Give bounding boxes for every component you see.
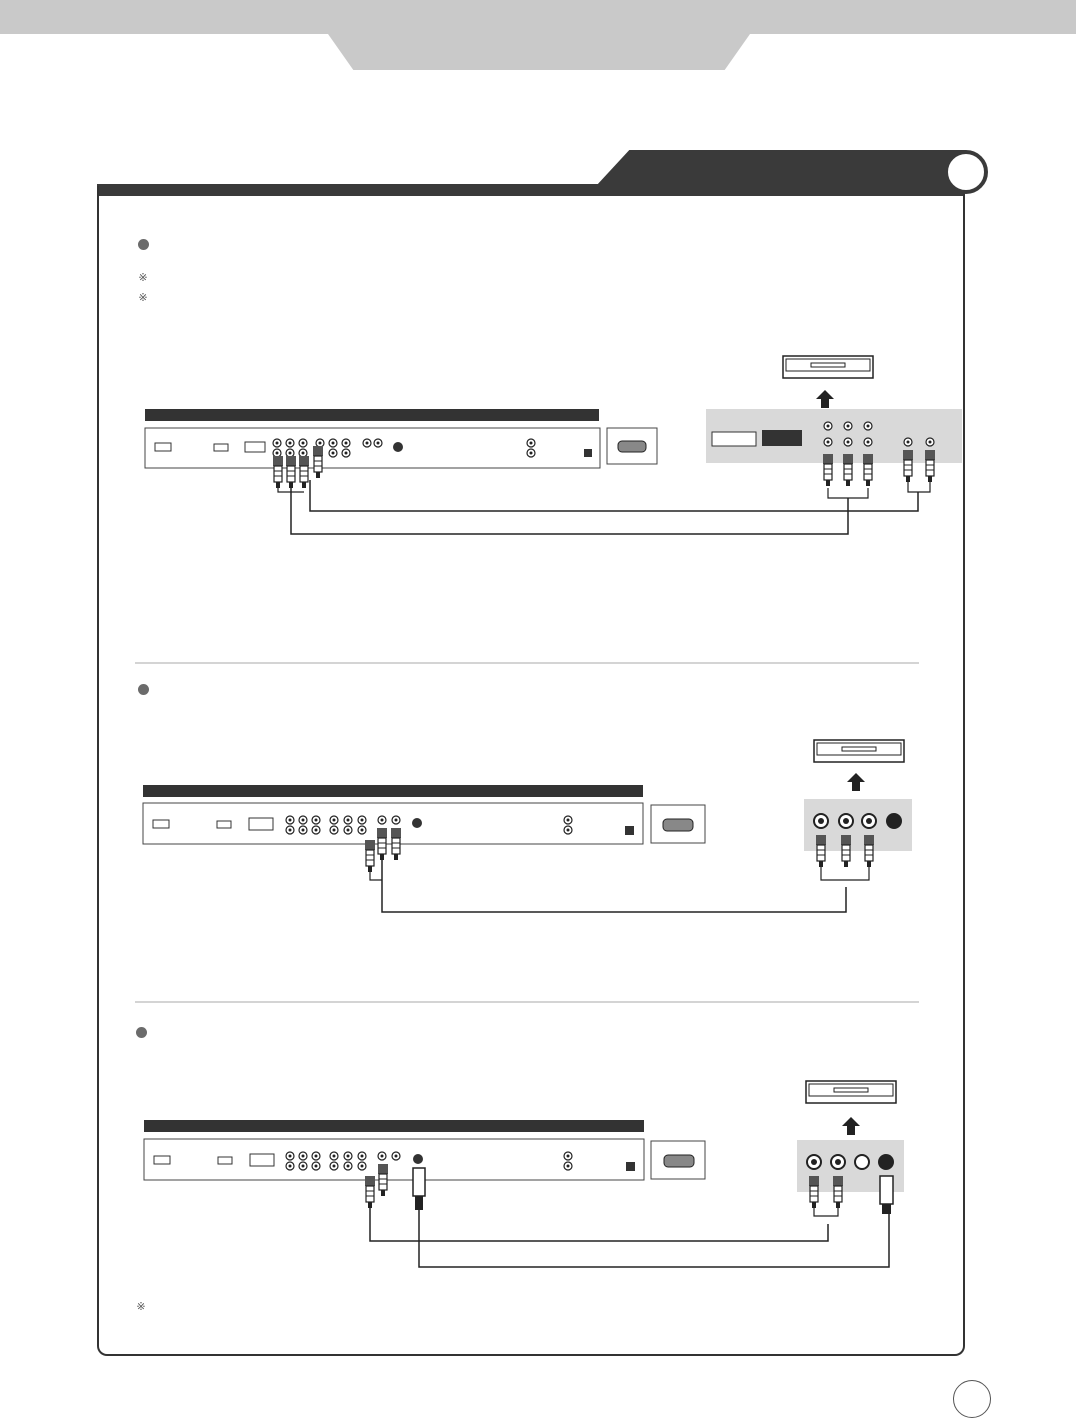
note-marker-3: ※: [136, 1300, 146, 1313]
section-2-bullet: [138, 684, 149, 695]
dvd-player-2: [804, 740, 912, 880]
page-number-badge: [953, 1380, 991, 1418]
tv-rear-panel-1: [145, 409, 657, 468]
tv-rear-panel-2: [143, 785, 846, 912]
dvd-player-3: [797, 1081, 904, 1216]
note-marker-1: ※: [138, 271, 148, 284]
note-marker-2: ※: [138, 291, 148, 304]
section-3-bullet: [136, 1027, 147, 1038]
tv-rear-panel-3: [144, 1120, 889, 1267]
dvd-player-1: [706, 356, 962, 486]
